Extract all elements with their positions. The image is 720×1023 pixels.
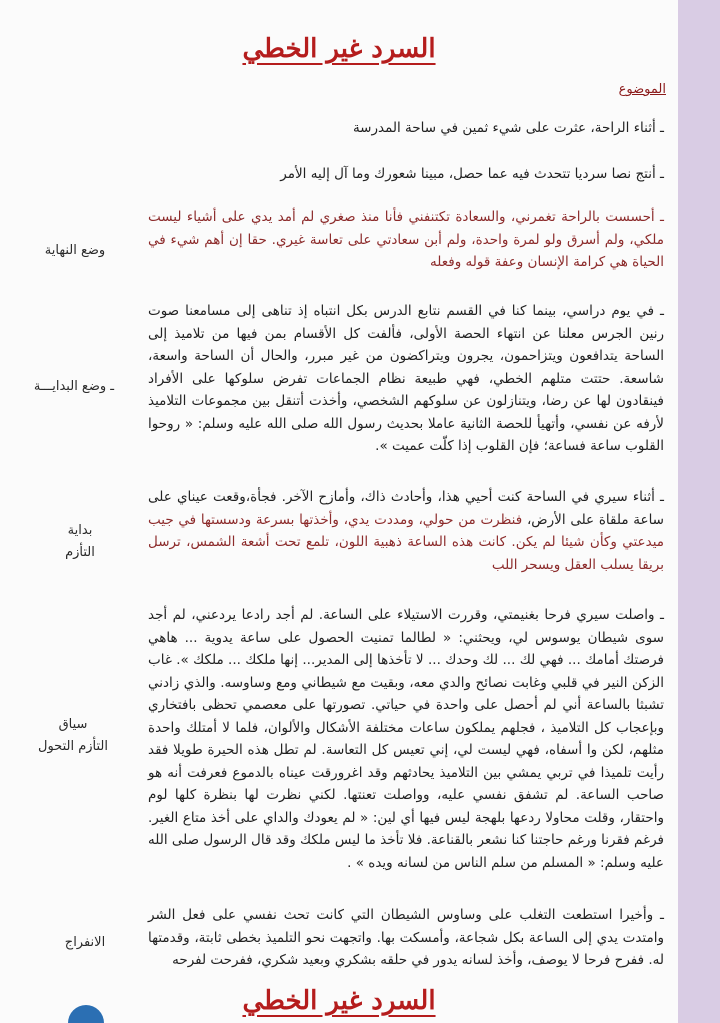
- section-crisis-start-label-line2: التأزم: [65, 545, 95, 560]
- subject-heading: الموضوع: [618, 82, 666, 97]
- section-crisis-turn-label-line2: التأزم التحول: [38, 739, 108, 754]
- section-beginning-text: ـ في يوم دراسي، بينما كنا في القسم نتابع الدرس بكل انتباه إذ تناهى إلى مسامعنا صوت رنين الجرس معلنا عن انتهاء الحصة الأولى، فألفت كل الأقسام بمن فيها من تلاميذ إلى الساحة يتدافعون ويتزاحمون، يجرون ويتراكضون من غير مبرر، والحال أن الساحة واسعة، شاسعة. حتتت متلهم الخطي، فهي طبيعة نظام الجماعات تفرض سلوكها على الأفراد فينقادون لها عن رضا، ويتنازلون عن سلوكهم الشخصي، وأخذت أتنقل بين مجموعات التلاميذ لأرفه عن نفسي، وأتهيأ للحصة الثانية عاملا بحديث رسول الله صلى الله عليه وسلم: « روحوا القلوب ساعة فساعة؛ فإن القلوب إذا كلّت عميت ».: [148, 303, 664, 454]
- section-crisis-turn-text: ـ واصلت سيري فرحا بغنيمتي، وقررت الاستيلاء على الساعة. لم أجد رادعا يردعني، لم أجد سوى شيطان يوسوس لي، ويحثني: « لطالما تمنيت الحصول على ساعة يدوية ... هاهي فرصتك أمامك ... فهي لك ... لك وحدك ... لا تأخذها إلى المدير... إنها ملكك ... ملكك ». غاب الزكن النير في قلبي وغابت نصائح والدي معه، وبقيت مع شيطاني ومع وساوسه. والذي زادني تشبثا بالساعة أني لم أحصل على واحدة في حياتي. تصورتها على معصمي تحظى بافتخاري وبإعجاب كل التلاميذ ، فجلهم يملكون ساعات مختلفة الأشكال والألوان، فلما لا أمتلك واحدة مثلهم، لكن وا أسفاه، فهي ليست لي، إني تعيس كل التعاسة. لم تطل هذه الحيرة طويلا فقد رأيت تلميذا في تربي يمشي بين التلاميذ يحادثهم وقد اغرورقت عيناه بالدموع فعرفت أنه هو صاحب الساعة. لم تشفق نفسي عليه، وواصلت تعنتها. لكني نظرت لها بنظرة كلها لوم واحتقار، وقلت محاولا ردعها بلهجة ليس فيها أي لين: « لم يعودك والداي على أخذ متاع الغير. فرغم فقرنا ورغم حاجتنا كنا نشعر بالقناعة. فلا تأخذ ما ليس ملكك وقد قال الرسول صلى الله عليه وسلم: « المسلم من سلم الناس من لسانه ويده » .: [148, 607, 664, 871]
- section-beginning-label: ـ وضع البدايـــة: [33, 379, 115, 394]
- footer-title: السرد غير الخطي: [242, 986, 436, 1016]
- section-resolution-text: ـ وأخيرا استطعت التغلب على وساوس الشيطان التي كانت تحث نفسي على فعل الشر وامتدت يدي إلى الساعة بكل شجاعة، وأمسكت بها. واتجهت نحو التلميذ بخطى ثابتة، وقدمتها له. ففرح فرحا لا يوصف، وأخذ لسانه يدور في حلقه بشكري وبعيد شكري، ففرحت لفرحه: [148, 907, 664, 968]
- section-crisis-turn-label-line1: سياق: [58, 717, 88, 732]
- section-resolution-label: الانفراج: [64, 935, 106, 950]
- section-crisis-start-label-line1: بداية: [67, 523, 93, 538]
- section-crisis-start-text: [148, 486, 664, 576]
- page-title: السرد غير الخطي: [242, 34, 436, 64]
- prompt-line-2: ـ أنتج نصا سرديا تتحدث فيه عما حصل، مبينا شعورك وما آل إليه الأمر: [280, 166, 664, 182]
- section-end-text: ـ أحسست بالراحة تغمرني، والسعادة تكتنفني فأنا منذ صغري لم أمد يدي على أشياء ليست ملكي، ولم أسرق ولو لمرة واحدة، ولم أبن سعادتي على تعاسة غيري. حقا إن أهم شيء في الحياة هي كرامة الإنسان وعفة قوله وفعله: [148, 209, 664, 270]
- section-crisis-start-text-red: فنظرت من حولي، ومددت يدي، وأخذتها بسرعة ودسستها في جيب ميدعتي وكأن شيئا لم يكن. كانت هذه الساعة ذهبية اللون، تلمع تحت أشعة الشمس، ترسل بريقا يسلب العقل ويسحر اللب: [148, 511, 664, 573]
- section-end-label: وضع النهاية: [44, 243, 106, 258]
- section-crisis-start-label: [40, 520, 120, 564]
- section-crisis-start-text-black: ـ أثناء سيري في الساحة كنت أحيي هذا، وأحادث ذاك، وأمازح الآخر. فجأة،وقعت عيناي على ساعة ملقاة على الأرض،: [148, 489, 664, 528]
- section-crisis-turn-label: [8, 714, 138, 758]
- prompt-line-1: ـ أثناء الراحة، عثرت على شيء ثمين في ساحة المدرسة: [352, 120, 664, 136]
